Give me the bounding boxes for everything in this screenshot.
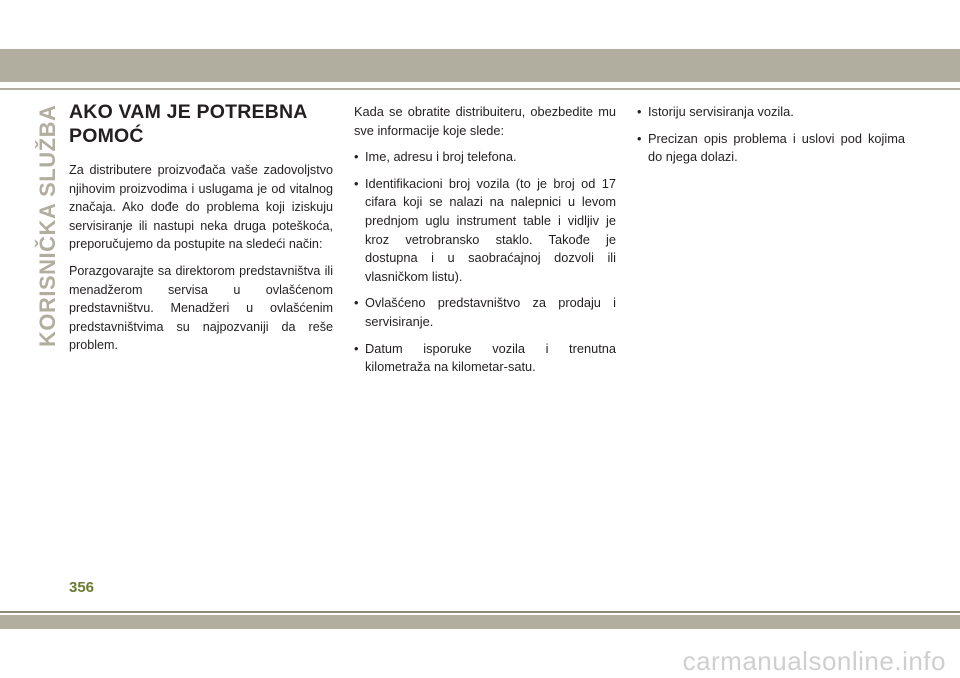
header-rule [0,88,960,90]
bullet-icon: • [354,340,359,356]
page-title-line1: AKO VAM JE POTREBNA [69,101,308,123]
watermark: carmanualsonline.info [682,646,946,676]
list-item [637,103,905,122]
list-item [354,175,616,287]
footer-band [0,615,960,629]
paragraph: Porazgovarajte sa direktorom predstavništva ili menadžerom servisa u ovlašćenom predstavništvu. Menadžeri u ovlašćenim predstavništvima su najpozvaniji da reše problem. [69,263,333,353]
header-band [0,49,960,82]
page-title [69,100,333,148]
list-item-text: Ovlašćeno predstavništvo za prodaju i servisiranje. [365,295,616,329]
bullet-icon: • [637,130,642,146]
list-item-text: Istoriju servisiranja vozila. [648,104,794,119]
list-intro: Kada se obratite distribuiteru, obezbedite mu sve informacije koje slede: [354,104,616,138]
list-item-text: Precizan opis problema i uslovi pod kojima do njega dolazi. [648,130,905,165]
list-item-text: Ime, adresu i broj telefona. [365,149,517,165]
page-title-line2: POMOĆ [69,125,144,147]
page-number: 356 [69,579,95,596]
list-item-text: Identifikacioni broj vozila (to je broj od 17 cifara koji se nalazi na nalepnici u levom prednjom uglu instrument table i vidljiv je kroz vetrobransko staklo. Takođe je dostupna i u saobraćajnoj dozvoli ili vlasničkom listu). [365,175,616,284]
bullet-icon: • [637,104,642,119]
list-item [354,340,616,377]
column-2 [354,103,616,385]
bullet-icon: • [354,149,359,165]
bullet-icon: • [354,175,359,191]
section-side-label [30,103,66,347]
column-1 [69,100,333,363]
list-item [354,294,616,331]
footer-rule [0,611,960,613]
bullet-icon: • [354,295,359,311]
list-item [354,148,616,167]
column-3 [637,103,905,175]
list-item [637,130,905,167]
info-list [354,148,616,377]
paragraph: Za distributere proizvođača vaše zadovoljstvo njihovim proizvodima i uslugama je od vitalnog značaja. Ako dođe do problema koji iziskuju servisiranje ili nastupi neka druga poteškoća, preporučujemo da postupite na sledeći način: [69,163,333,252]
section-side-label-text: KORISNIČKA SLUŽBA [35,104,60,347]
info-list-continued [637,103,905,167]
list-item-text: Datum isporuke vozila i trenutna kilometraža na kilometar-satu. [365,340,616,375]
